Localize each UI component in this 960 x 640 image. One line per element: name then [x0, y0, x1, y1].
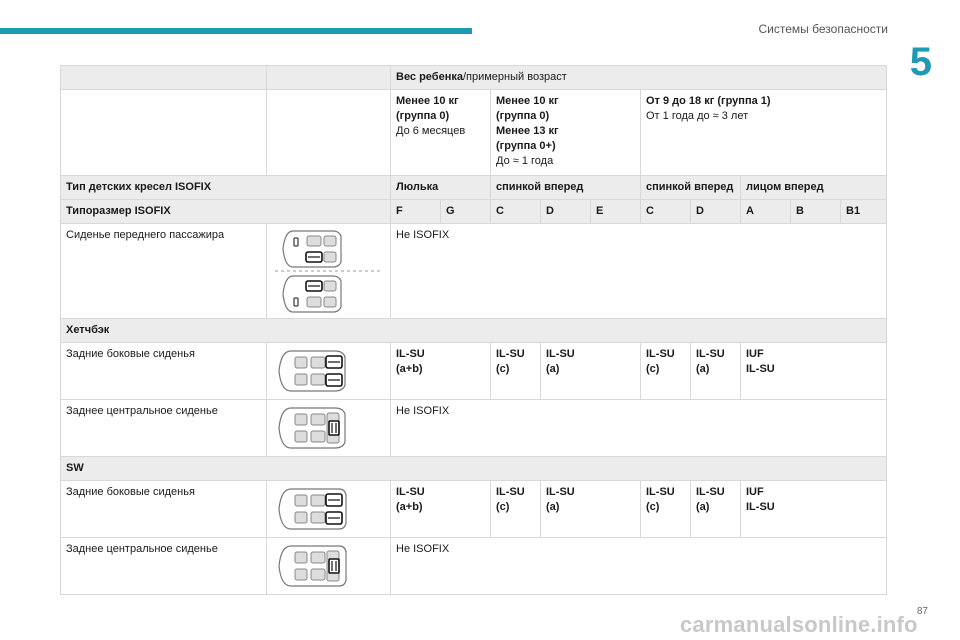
type-label: Тип детских кресел ISOFIX — [61, 176, 391, 200]
sw-rear-side-row — [61, 481, 887, 538]
compat-value: IL-SU (c) — [491, 481, 541, 538]
groups-row — [61, 90, 887, 176]
rear-side-label: Задние боковые сиденья — [61, 343, 267, 400]
section-title-hatchback: Хетчбэк — [61, 319, 887, 343]
page-number: 87 — [916, 606, 928, 617]
empty-cell — [61, 90, 267, 176]
size-class: D — [541, 200, 591, 224]
section-hatchback-row — [61, 319, 887, 343]
size-label: Типоразмер ISOFIX — [61, 200, 391, 224]
size-class: B1 — [841, 200, 887, 224]
front-seat-label: Сиденье переднего пассажира — [61, 224, 267, 319]
compat-value: IL-SU (a+b) — [391, 481, 491, 538]
rear-side-diagram — [267, 481, 391, 538]
compat-value: IL-SU (a) — [691, 481, 741, 538]
front-seat-diagram — [267, 224, 391, 319]
type-rear-facing: спинкой вперед — [491, 176, 641, 200]
compat-value: IL-SU (a) — [541, 481, 641, 538]
group-1-cell: От 9 до 18 кг (группа 1) От 1 года до ≈ 3 лет — [641, 90, 887, 176]
empty-cell — [61, 66, 267, 90]
top-accent-bar — [0, 28, 472, 34]
rear-center-diagram — [267, 400, 391, 457]
front-seat-value: Не ISOFIX — [391, 224, 887, 319]
compat-value: IL-SU (c) — [641, 343, 691, 400]
empty-cell — [267, 66, 391, 90]
size-row — [61, 200, 887, 224]
sw-rear-center-row — [61, 538, 887, 595]
car-top-view-icon — [269, 542, 387, 590]
size-class: A — [741, 200, 791, 224]
type-rear-facing: спинкой вперед — [641, 176, 741, 200]
size-class: C — [641, 200, 691, 224]
type-cradle: Люлька — [391, 176, 491, 200]
rear-side-label: Задние боковые сиденья — [61, 481, 267, 538]
compat-value: IUF IL-SU — [741, 343, 887, 400]
car-top-view-icon — [269, 228, 387, 314]
size-class: C — [491, 200, 541, 224]
compat-value: IL-SU (c) — [641, 481, 691, 538]
type-row — [61, 176, 887, 200]
size-class: D — [691, 200, 741, 224]
rear-center-diagram — [267, 538, 391, 595]
compat-value: IUF IL-SU — [741, 481, 887, 538]
compat-value: IL-SU (a+b) — [391, 343, 491, 400]
section-sw-row — [61, 457, 887, 481]
hatchback-rear-center-row — [61, 400, 887, 457]
watermark: carmanualsonline.info — [680, 612, 918, 637]
car-top-view-icon — [269, 404, 387, 452]
size-class: F — [391, 200, 441, 224]
car-top-view-icon — [269, 347, 387, 395]
rear-side-diagram — [267, 343, 391, 400]
weight-header-row — [61, 66, 887, 90]
weight-header: Вес ребенка/примерный возраст — [391, 66, 887, 90]
rear-center-value: Не ISOFIX — [391, 538, 887, 595]
section-title-sw: SW — [61, 457, 887, 481]
empty-cell — [267, 90, 391, 176]
front-seat-row — [61, 224, 887, 319]
size-class: E — [591, 200, 641, 224]
hatchback-rear-side-row — [61, 343, 887, 400]
section-title: Системы безопасности — [758, 22, 888, 36]
size-class: B — [791, 200, 841, 224]
rear-center-value: Не ISOFIX — [391, 400, 887, 457]
isofix-table — [60, 65, 887, 595]
chapter-number: 5 — [909, 40, 932, 84]
type-forward-facing: лицом вперед — [741, 176, 887, 200]
compat-value: IL-SU (a) — [691, 343, 741, 400]
group-0-cell: Менее 10 кг (группа 0) До 6 месяцев — [391, 90, 491, 176]
rear-center-label: Заднее центральное сиденье — [61, 400, 267, 457]
group-0plus-cell: Менее 10 кг (группа 0) Менее 13 кг (группа 0+) До ≈ 1 года — [491, 90, 641, 176]
compat-value: IL-SU (c) — [491, 343, 541, 400]
size-class: G — [441, 200, 491, 224]
compat-value: IL-SU (a) — [541, 343, 641, 400]
car-top-view-icon — [269, 485, 387, 533]
rear-center-label: Заднее центральное сиденье — [61, 538, 267, 595]
